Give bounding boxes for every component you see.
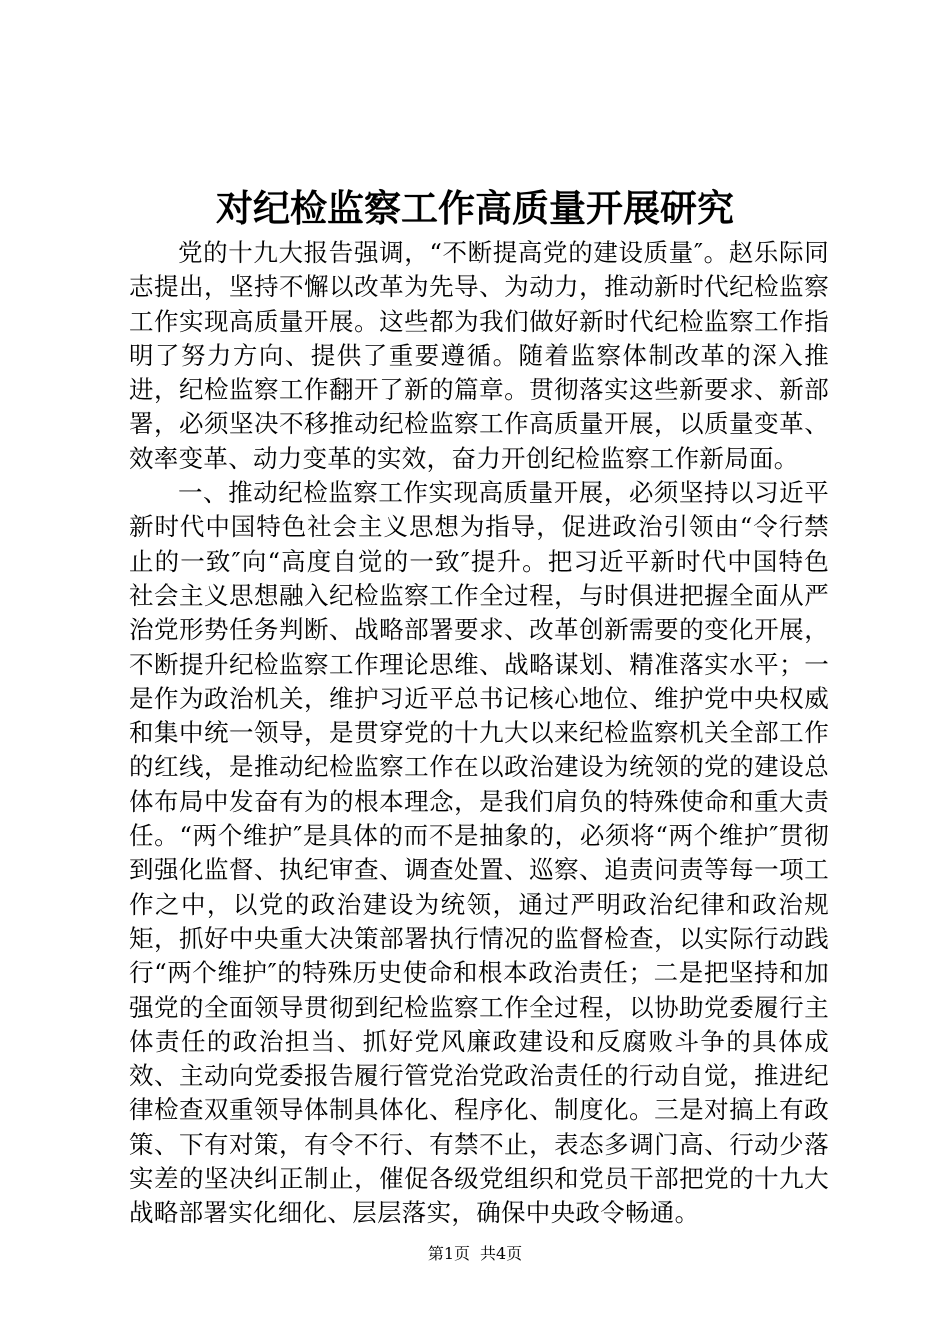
page-footer xyxy=(0,1242,950,1266)
paragraph-intro: 党的十九大报告强调，“不断提高党的建设质量″。赵乐际同志提出，坚持不懈以改革为先导、为动力，推动新时代纪检监察工作实现高质量开展。这些都为我们做好新时代纪检监察工作指明了努力方向、提供了重要遵循。随着监察体制改革的深入推进，纪检监察工作翻开了新的篇章。贯彻落实这些新要求、新部署，必须坚决不移推动纪检监察工作高质量开展，以质量变革、效率变革、动力变革的实效，奋力开创纪检监察工作新局面。 xyxy=(129,238,829,473)
page-number: 第1页 xyxy=(427,1244,470,1263)
document-title: 对纪检监察工作高质量开展研究 xyxy=(216,186,734,230)
document-body xyxy=(129,236,829,1231)
paragraph-section-one: 一、推动纪检监察工作实现高质量开展，必须坚持以习近平新时代中国特色社会主义思想为指导，促进政治引领由“令行禁止的一致″向“高度自觉的一致″提升。把习近平新时代中国特色社会主义思想融入纪检监察工作全过程，与时俱进把握全面从严治党形势任务判断、战略部署要求、改革创新需要的变化开展，不断提升纪检监察工作理论思维、战略谋划、精准落实水平；一是作为政治机关，维护习近平总书记核心地位、维护党中央权威和集中统一领导，是贯穿党的十九大以来纪检监察机关全部工作的红线，是推动纪检监察工作在以政治建设为统领的党的建设总体布局中发奋有为的根本理念，是我们肩负的特殊使命和重大责任。“两个维护″是具体的而不是抽象的，必须将“两个维护″贯彻到强化监督、执纪审查、调查处置、巡察、追责问责等每一项工作之中，以党的政治建设为统领，通过严明政治纪律和政治规矩，抓好中央重大决策部署执行情况的监督检查，以实际行动践行“两个维护″的特殊历史使命和根本政治责任；二是把坚持和加强党的全面领导贯彻到纪检监察工作全过程，以协助党委履行主体责任的政治担当、抓好党风廉政建设和反腐败斗争的具体成效、主动向党委报告履行管党治党政治责任的行动自觉，推进纪律检查双重领导体制具体化、程序化、制度化。三是对搞上有政策、下有对策，有令不行、有禁不止，表态多调门高、行动少落实差的坚决纠正制止，催促各级党组织和党员干部把党的十九大战略部署实化细化、层层落实，确保中央政令畅通。 xyxy=(129,478,829,1228)
page-total: 共4页 xyxy=(480,1244,523,1263)
